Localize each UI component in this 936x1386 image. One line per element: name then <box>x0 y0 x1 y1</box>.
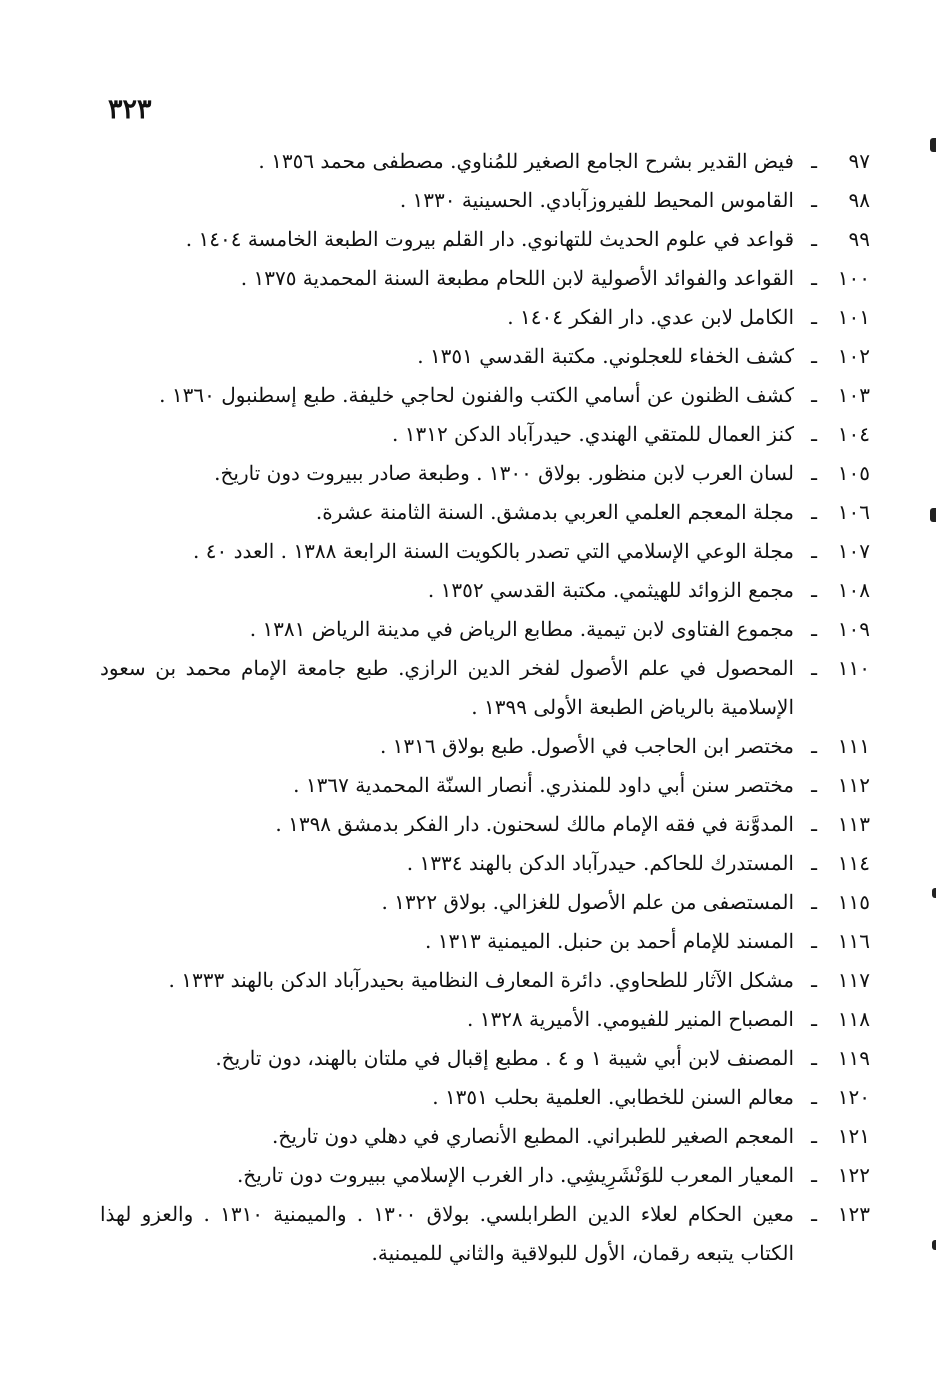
entry-number: ١٠٧ <box>837 539 870 563</box>
entry-number: ١١٦ <box>837 929 870 953</box>
entry-text: مجمع الزوائد للهيثمي. مكتبة القدسي ١٣٥٢ . <box>427 578 794 602</box>
entry-dash: ـ <box>811 1163 817 1187</box>
entry-dash: ـ <box>811 1046 817 1070</box>
entry-text: الكامل لابن عدي. دار الفكر ١٤٠٤ . <box>507 305 794 329</box>
bibliography-entry <box>100 298 870 337</box>
entry-number: ١٠٢ <box>837 344 870 368</box>
entry-dash: ـ <box>811 734 817 758</box>
entry-number: ٩٩ <box>848 227 870 251</box>
bibliography-entry <box>100 376 870 415</box>
entry-dash: ـ <box>811 812 817 836</box>
entry-text: المعجم الصغير للطبراني. المطبع الأنصاري في دهلي دون تاريخ. <box>272 1124 794 1148</box>
entry-dash: ـ <box>811 266 817 290</box>
bibliography-entry <box>100 805 870 844</box>
entry-number: ١١٥ <box>837 890 870 914</box>
entry-dash: ـ <box>811 500 817 524</box>
entry-dash: ـ <box>811 929 817 953</box>
bibliography-entry <box>100 259 870 298</box>
entry-text: مجلة الوعي الإسلامي التي تصدر بالكويت السنة الرابعة ١٣٨٨ . العدد ٤٠ . <box>193 539 794 563</box>
entry-number: ١١٧ <box>837 968 870 992</box>
bibliography-entry <box>100 142 870 181</box>
margin-mark <box>930 138 936 152</box>
entry-dash: ـ <box>811 383 817 407</box>
entry-text: المسند للإمام أحمد بن حنبل. الميمنية ١٣١٣ . <box>425 929 794 953</box>
entry-number: ١١١ <box>837 734 870 758</box>
entry-text: معالم السنن للخطابي. العلمية بحلب ١٣٥١ . <box>432 1085 794 1109</box>
entry-text: القاموس المحيط للفيروزآبادي. الحسينية ١٣٣٠ . <box>399 188 794 212</box>
entry-dash: ـ <box>811 1202 817 1226</box>
entry-dash: ـ <box>811 344 817 368</box>
bibliography-entry <box>100 337 870 376</box>
entry-number: ١٢١ <box>837 1124 870 1148</box>
entry-number: ١١٣ <box>837 812 870 836</box>
entry-number: ١٢٣ <box>837 1202 870 1226</box>
entry-number: ١١٢ <box>837 773 870 797</box>
entry-dash: ـ <box>811 1124 817 1148</box>
bibliography-list <box>100 142 870 1273</box>
bibliography-entry <box>100 961 870 1000</box>
bibliography-entry <box>100 1039 870 1078</box>
entry-number: ١٠٦ <box>837 500 870 524</box>
bibliography-entry <box>100 181 870 220</box>
entry-text: المستدرك للحاكم. حيدرآباد الدكن بالهند ١٣٣٤ . <box>406 851 794 875</box>
entry-number: ١٠٣ <box>837 383 870 407</box>
bibliography-entry <box>100 1000 870 1039</box>
bibliography-entry <box>100 571 870 610</box>
entry-dash: ـ <box>811 968 817 992</box>
entry-dash: ـ <box>811 227 817 251</box>
entry-number: ١٢٢ <box>837 1163 870 1187</box>
margin-mark <box>932 1240 936 1250</box>
entry-text: كنز العمال للمتقي الهندي. حيدرآباد الدكن ١٣١٢ . <box>392 422 794 446</box>
margin-mark <box>930 508 936 522</box>
entry-number: ٩٨ <box>848 188 870 212</box>
entry-text: مشكل الآثار للطحاوي. دائرة المعارف النظامية بحيدرآباد الدكن بالهند ١٣٣٣ . <box>168 968 794 992</box>
entry-text: كشف الظنون عن أسامي الكتب والفنون لحاجي خليفة. طبع إسطنبول ١٣٦٠ . <box>159 383 794 407</box>
entry-number: ١٠٥ <box>837 461 870 485</box>
entry-number: ٩٧ <box>848 149 870 173</box>
entry-dash: ـ <box>811 149 817 173</box>
entry-number: ١١٠ <box>837 656 870 680</box>
entry-text: قواعد في علوم الحديث للتهانوي. دار القلم بيروت الطبعة الخامسة ١٤٠٤ . <box>185 227 794 251</box>
entry-dash: ـ <box>811 422 817 446</box>
entry-text: المعيار المعرب للوَنْشَرِيشِي. دار الغرب الإسلامي ببيروت دون تاريخ. <box>236 1163 794 1187</box>
margin-mark <box>932 888 936 898</box>
entry-dash: ـ <box>811 851 817 875</box>
bibliography-entry <box>100 220 870 259</box>
entry-text: كشف الخفاء للعجلوني. مكتبة القدسي ١٣٥١ . <box>417 344 794 368</box>
bibliography-entry <box>100 415 870 454</box>
bibliography-entry <box>100 493 870 532</box>
bibliography-entry <box>100 727 870 766</box>
entry-text: مختصر ابن الحاجب في الأصول. طبع بولاق ١٣١٦ . <box>379 734 794 758</box>
bibliography-entry <box>100 649 870 727</box>
entry-dash: ـ <box>811 461 817 485</box>
bibliography-entry <box>100 1195 870 1273</box>
entry-text: فيض القدير بشرح الجامع الصغير للمُناوي. مصطفى محمد ١٣٥٦ . <box>258 149 794 173</box>
entry-number: ١١٨ <box>837 1007 870 1031</box>
entry-text: المحصول في علم الأصول لفخر الدين الرازي. طبع جامعة الإمام محمد بن سعود الإسلامية بالرياض الطبعة الأولى ١٣٩٩ . <box>100 656 794 719</box>
page-number: ٣٢٣ <box>108 94 152 125</box>
entry-number: ١١٤ <box>837 851 870 875</box>
entry-text: المصنف لابن أبي شيبة ١ و ٤ . مطبع إقبال في ملتان بالهند، دون تاريخ. <box>215 1046 794 1070</box>
entry-number: ١٠٠ <box>837 266 870 290</box>
bibliography-entry <box>100 610 870 649</box>
entry-number: ١٠١ <box>837 305 870 329</box>
entry-text: المستصفى من علم الأصول للغزالي. بولاق ١٣٢٢ . <box>381 890 794 914</box>
entry-number: ١٢٠ <box>837 1085 870 1109</box>
entry-text: المدوَّنة في فقه الإمام مالك لسحنون. دار الفكر بدمشق ١٣٩٨ . <box>275 812 794 836</box>
bibliography-entry <box>100 454 870 493</box>
bibliography-entry <box>100 844 870 883</box>
entry-dash: ـ <box>811 188 817 212</box>
entry-text: مختصر سنن أبي داود للمنذري. أنصار السنّة المحمدية ١٣٦٧ . <box>293 773 794 797</box>
entry-text: معين الحكام لعلاء الدين الطرابلسي. بولاق ١٣٠٠ . والميمنية ١٣١٠ . والعزو لهذا الكتاب يتبعه رقمان، الأول للبولاقية والثاني للميمنية. <box>100 1202 794 1265</box>
entry-text: مجلة المعجم العلمي العربي بدمشق. السنة الثامنة عشرة. <box>315 500 794 524</box>
entry-dash: ـ <box>811 617 817 641</box>
entry-dash: ـ <box>811 539 817 563</box>
entry-dash: ـ <box>811 578 817 602</box>
entry-dash: ـ <box>811 773 817 797</box>
bibliography-entry <box>100 532 870 571</box>
entry-dash: ـ <box>811 305 817 329</box>
bibliography-entry <box>100 883 870 922</box>
entry-text: مجموع الفتاوى لابن تيمية. مطابع الرياض في مدينة الرياض ١٣٨١ . <box>249 617 794 641</box>
entry-dash: ـ <box>811 1085 817 1109</box>
bibliography-entry <box>100 1156 870 1195</box>
bibliography-entry <box>100 1078 870 1117</box>
entry-number: ١٠٨ <box>837 578 870 602</box>
entry-dash: ـ <box>811 1007 817 1031</box>
entry-number: ١٠٩ <box>837 617 870 641</box>
bibliography-entry <box>100 1117 870 1156</box>
entry-dash: ـ <box>811 890 817 914</box>
bibliography-entry <box>100 766 870 805</box>
entry-dash: ـ <box>811 656 817 680</box>
entry-text: المصباح المنير للفيومي. الأميرية ١٣٢٨ . <box>466 1007 794 1031</box>
entry-text: لسان العرب لابن منظور. بولاق ١٣٠٠ . وطبعة صادر ببيروت دون تاريخ. <box>214 461 794 485</box>
entry-text: القواعد والفوائد الأصولية لابن اللحام مطبعة السنة المحمدية ١٣٧٥ . <box>240 266 794 290</box>
bibliography-entry <box>100 922 870 961</box>
entry-number: ١١٩ <box>837 1046 870 1070</box>
entry-number: ١٠٤ <box>837 422 870 446</box>
